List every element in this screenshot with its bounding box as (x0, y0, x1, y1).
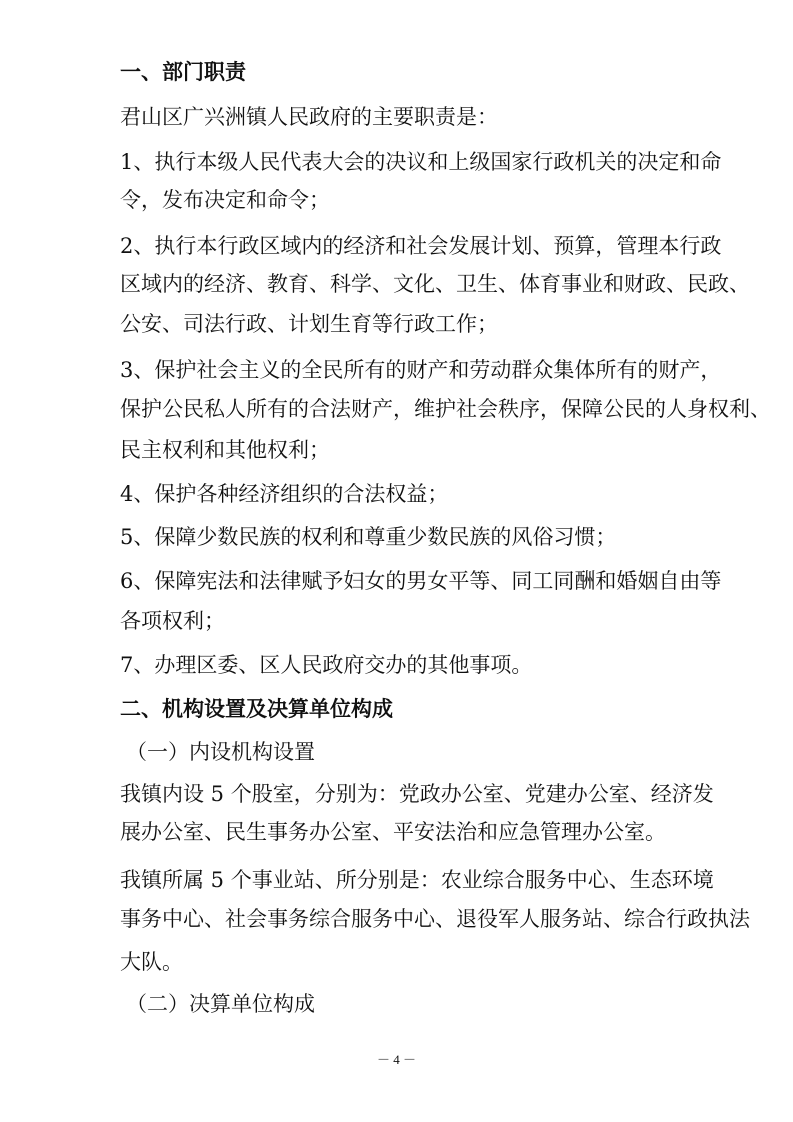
duty-item-2-line-3: 公安、司法行政、计划生育等行政工作； (120, 312, 498, 336)
duty-item-3-line-3: 民主权利和其他权利； (120, 438, 330, 462)
section-1-intro: 君山区广兴洲镇人民政府的主要职责是： (120, 105, 498, 129)
duty-item-6-line-1: 6、保障宪法和法律赋予妇女的男女平等、同工同酬和婚姻自由等 (120, 569, 722, 593)
section-1-heading: 一、部门职责 (120, 60, 246, 84)
affiliated-units-line-1: 我镇所属 5 个事业站、所分别是：农业综合服务中心、生态环境 (120, 868, 714, 892)
duty-item-5: 5、保障少数民族的权利和尊重少数民族的风俗习惯； (120, 525, 617, 549)
page-number: － 4 － (376, 1052, 416, 1067)
affiliated-units-line-3: 大队。 (120, 950, 183, 974)
internal-units-line-1: 我镇内设 5 个股室，分别为：党政办公室、党建办公室、经济发 (120, 782, 714, 806)
subsection-2-title: （二）决算单位构成 (126, 992, 315, 1016)
duty-item-7: 7、办理区委、区人民政府交办的其他事项。 (120, 653, 533, 677)
duty-item-2-line-1: 2、执行本行政区域内的经济和社会发展计划、预算，管理本行政 (120, 234, 722, 258)
duty-item-3-line-2: 保护公民私人所有的合法财产，维护社会秩序，保障公民的人身权利、 (120, 397, 771, 421)
duty-item-6-line-2: 各项权利； (120, 609, 225, 633)
duty-item-3-line-1: 3、保护社会主义的全民所有的财产和劳动群众集体所有的财产， (120, 358, 722, 382)
duty-item-1-line-2: 令，发布决定和命令； (120, 188, 330, 212)
duty-item-2-line-2: 区域内的经济、教育、科学、文化、卫生、体育事业和财政、民政、 (120, 272, 750, 296)
internal-units-line-2: 展办公室、民生事务办公室、平安法治和应急管理办公室。 (120, 820, 666, 844)
subsection-1-title: （一）内设机构设置 (126, 740, 315, 764)
duty-item-1-line-1: 1、执行本级人民代表大会的决议和上级国家行政机关的决定和命 (120, 150, 722, 174)
section-2-heading: 二、机构设置及决算单位构成 (120, 697, 393, 721)
duty-item-4: 4、保护各种经济组织的合法权益； (120, 482, 449, 506)
affiliated-units-line-2: 事务中心、社会事务综合服务中心、退役军人服务站、综合行政执法 (120, 907, 750, 931)
